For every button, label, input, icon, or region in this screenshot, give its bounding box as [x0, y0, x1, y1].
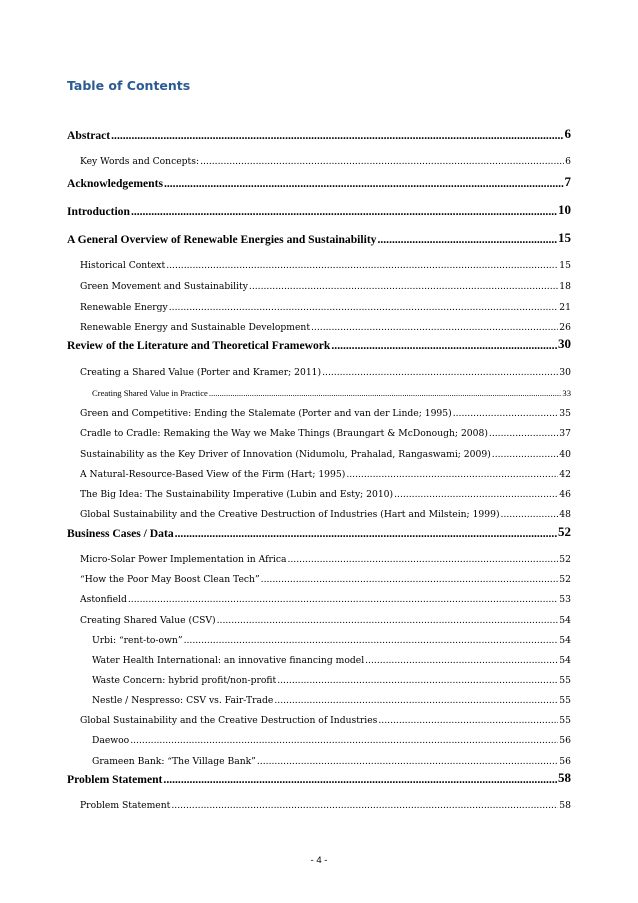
toc-entry-introduction[interactable]: Introduction ..... 10 — [0, 200, 638, 218]
page-number: 52 — [558, 524, 571, 539]
page-number: 55 — [559, 715, 571, 726]
page-number: 48 — [559, 509, 571, 520]
toc-entry-grameen-bank[interactable]: Grameen Bank: “The Village Bank” ..... 56 — [0, 749, 638, 767]
page-number: 10 — [558, 202, 571, 217]
page-number: 54 — [559, 655, 571, 666]
page-number: 15 — [558, 230, 571, 245]
page-number: 52 — [559, 554, 571, 565]
page-number: 54 — [559, 615, 571, 626]
toc-entry-historical-context[interactable]: Historical Context ..... 15 — [0, 253, 638, 271]
page-number: 58 — [558, 770, 571, 785]
page-number: 30 — [559, 367, 571, 378]
page-number: 56 — [559, 756, 571, 767]
page-number: 6 — [565, 156, 571, 167]
toc-entry-natural-resource-view[interactable]: A Natural-Resource-Based View of the Firm (Hart; 1995) ..... 42 — [0, 462, 638, 480]
page-number: 30 — [558, 336, 571, 351]
toc-entry-astonfield[interactable]: Astonfield ..... 53 — [0, 587, 638, 605]
toc-entry-acknowledgements[interactable]: Acknowledgements ..... 7 — [0, 172, 638, 190]
page-number: 52 — [559, 574, 571, 585]
toc-entry-csv-in-practice[interactable]: Creating Shared Value in Practice ..... 33 — [0, 380, 638, 398]
toc-entry-renewable-energy[interactable]: Renewable Energy ..... 21 — [0, 295, 638, 313]
page-number: 18 — [559, 281, 571, 292]
toc-entry-sustainability-innovation[interactable]: Sustainability as the Key Driver of Innovation (Nidumolu, Prahalad, Rangaswami; 2009) ..... 40 — [0, 442, 638, 460]
page-number: 33 — [562, 388, 571, 398]
toc-entry-green-competitive[interactable]: Green and Competitive: Ending the Stalemate (Porter and van der Linde; 1995) ..... 35 — [0, 401, 638, 419]
page-number: 42 — [559, 469, 571, 480]
toc-entry-daewoo[interactable]: Daewoo ..... 56 — [0, 728, 638, 746]
toc-entry-general-overview[interactable]: A General Overview of Renewable Energies and Sustainability ..... 15 — [0, 228, 638, 246]
toc-entry-big-idea[interactable]: The Big Idea: The Sustainability Imperative (Lubin and Esty; 2010) ..... 46 — [0, 482, 638, 500]
toc-entry-urbi[interactable]: Urbi: “rent-to-own” ..... 54 — [0, 628, 638, 646]
page-number: 37 — [559, 428, 571, 439]
toc-entry-global-sustainability-hart[interactable]: Global Sustainability and the Creative Destruction of Industries (Hart and Milstein; 1999) ..... 48 — [0, 502, 638, 520]
page-number: 7 — [564, 174, 571, 189]
page-number: 55 — [559, 695, 571, 706]
page-number: 40 — [559, 449, 571, 460]
page-number: 15 — [559, 260, 571, 271]
page-number: 6 — [564, 126, 571, 141]
page-number: 56 — [559, 735, 571, 746]
page-footer-number: - 4 - — [310, 855, 328, 866]
toc-entry-abstract[interactable]: Abstract ..... 6 — [0, 124, 638, 142]
toc-entry-key-words[interactable]: Key Words and Concepts: ..... 6 — [0, 149, 638, 167]
toc-entry-csv[interactable]: Creating Shared Value (CSV) ..... 54 — [0, 608, 638, 626]
toc-entry-water-health[interactable]: Water Health International: an innovative financing model ..... 54 — [0, 648, 638, 666]
toc-entry-waste-concern[interactable]: Waste Concern: hybrid profit/non-profit ..... 55 — [0, 668, 638, 686]
toc-entry-global-sustainability[interactable]: Global Sustainability and the Creative Destruction of Industries ..... 55 — [0, 708, 638, 726]
toc-title: Table of Contents — [67, 78, 191, 93]
page-number: 21 — [559, 302, 571, 313]
toc-entry-cradle-to-cradle[interactable]: Cradle to Cradle: Remaking the Way we Make Things (Braungart & McDonough; 2008) ..... 37 — [0, 421, 638, 439]
toc-entry-renewable-sustainable-dev[interactable]: Renewable Energy and Sustainable Development ..... 26 — [0, 315, 638, 333]
page-number: 53 — [559, 594, 571, 605]
toc-entry-literature-review[interactable]: Review of the Literature and Theoretical Framework ..... 30 — [0, 334, 638, 352]
toc-entry-green-movement[interactable]: Green Movement and Sustainability ..... 18 — [0, 274, 638, 292]
toc-entry-business-cases[interactable]: Business Cases / Data ..... 52 — [0, 522, 638, 540]
toc-entry-micro-solar[interactable]: Micro-Solar Power Implementation in Africa ..... 52 — [0, 547, 638, 565]
page-number: 35 — [559, 408, 571, 419]
toc-entry-poor-clean-tech[interactable]: “How the Poor May Boost Clean Tech” ..... 52 — [0, 567, 638, 585]
toc-entry-problem-statement-sub[interactable]: Problem Statement ..... 58 — [0, 793, 638, 811]
page-number: 55 — [559, 675, 571, 686]
page-number: 46 — [559, 489, 571, 500]
toc-entry-problem-statement[interactable]: Problem Statement ..... 58 — [0, 768, 638, 786]
toc-entry-nestle[interactable]: Nestle / Nespresso: CSV vs. Fair-Trade ..... 55 — [0, 688, 638, 706]
page-number: 54 — [559, 635, 571, 646]
toc-entry-creating-shared-value[interactable]: Creating a Shared Value (Porter and Kramer; 2011) ..... 30 — [0, 360, 638, 378]
page-number: 58 — [559, 800, 571, 811]
page-number: 26 — [559, 322, 571, 333]
